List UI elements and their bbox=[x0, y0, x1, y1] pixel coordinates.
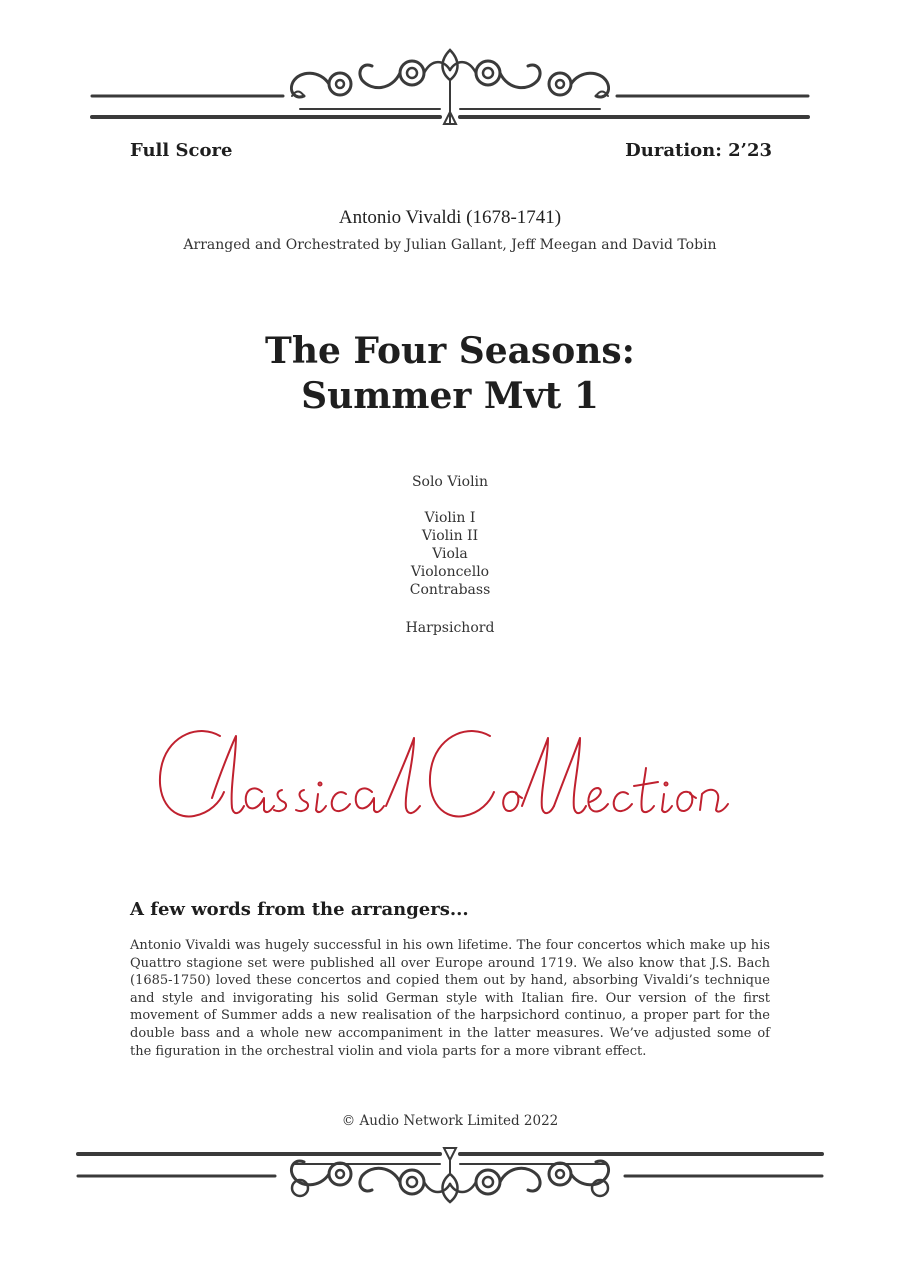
string-section bbox=[0, 509, 900, 599]
instrument-violoncello: Violoncello bbox=[410, 564, 490, 580]
instrument-violin-2: Violin II bbox=[421, 528, 479, 544]
classical-collection-logo bbox=[150, 718, 750, 838]
arrangers-notes-body: Antonio Vivaldi was hugely successful in his own lifetime. The four concertos which make up his Quattro stagione set were published all over Europe around 1719. We also know that J.S. Bach (1685-1750) loved these concertos and copied them out by hand, absorbing Vivaldi’s technique and style and invigorating his solid German style with Italian fire. Our version of the first movement of Summer adds a new realisation of the harpsichord continuo, a proper part for the double bass and a whole new accompaniment in the latter measures. We’ve adjusted some of the figuration in the orchestral violin and viola parts for a more vibrant effect. bbox=[130, 938, 770, 1059]
instrument-viola: Viola bbox=[432, 546, 468, 562]
instrument-contrabass: Contrabass bbox=[409, 582, 491, 598]
top-ornament-divider bbox=[0, 40, 900, 130]
copyright-notice: © Audio Network Limited 2022 bbox=[341, 1113, 559, 1129]
arrangers-credit: Arranged and Orchestrated by Julian Gallant, Jeff Meegan and David Tobin bbox=[183, 237, 717, 253]
duration-label: Duration: 2’23 bbox=[625, 140, 772, 161]
solo-instrument: Solo Violin bbox=[411, 474, 489, 490]
keyboard-instrument: Harpsichord bbox=[405, 620, 495, 636]
instrument-violin-1: Violin I bbox=[424, 510, 476, 526]
composer: Antonio Vivaldi (1678-1741) bbox=[338, 207, 562, 228]
arrangers-notes-heading: A few words from the arrangers... bbox=[130, 899, 469, 920]
title-line-1: The Four Seasons: bbox=[265, 330, 635, 372]
full-score-label: Full Score bbox=[130, 140, 233, 161]
bottom-ornament-divider bbox=[0, 1140, 900, 1210]
title-line-2: Summer Mvt 1 bbox=[301, 375, 599, 417]
